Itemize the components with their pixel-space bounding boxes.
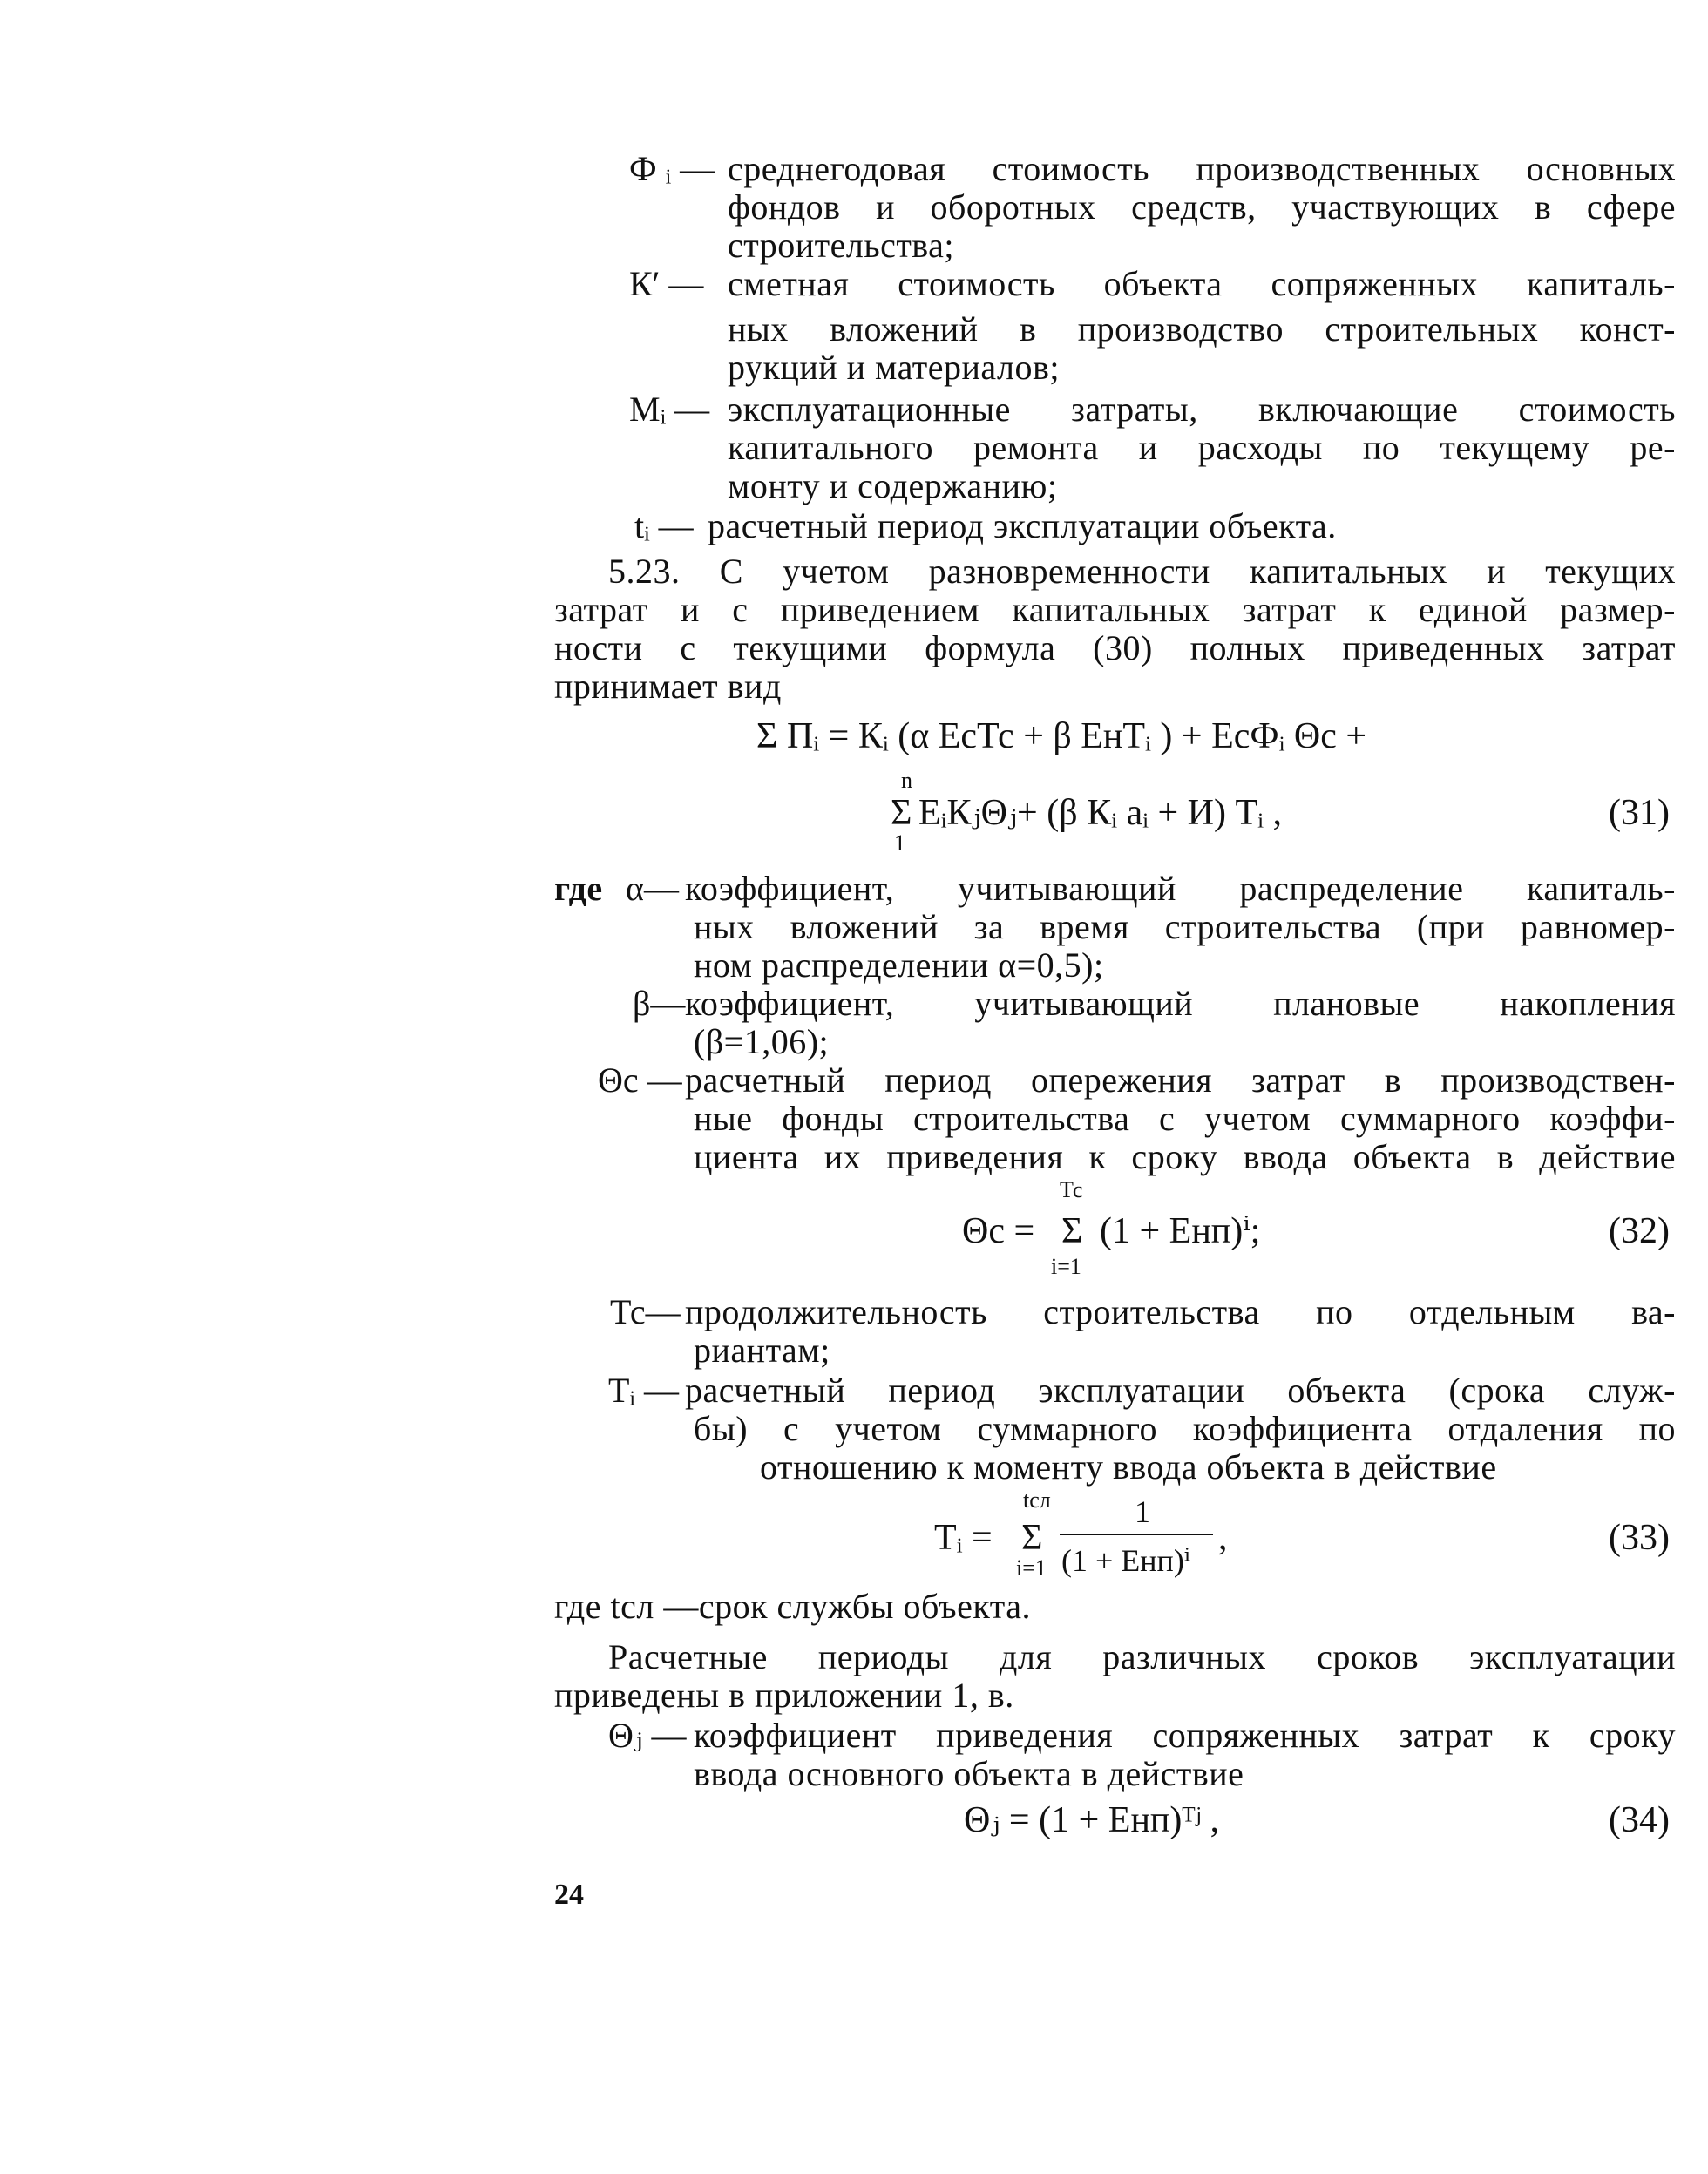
equation-32-rhs: (1 + Енп)ⁱ; xyxy=(1100,1211,1261,1251)
para-523-line-1: 5.23. С учетом разновременности капитальных и текущих xyxy=(608,552,1676,591)
t-symbol: tᵢ — xyxy=(634,506,694,545)
gde-label: где xyxy=(554,869,603,908)
theta-c-definition-line-3: циента их приведения к сроку ввода объекта в действие xyxy=(694,1137,1676,1176)
equation-31-line-2: ЕᵢКⱼΘⱼ+ (β Кᵢ aᵢ + И) Тᵢ , xyxy=(918,793,1283,833)
k-prime-definition-line-3: рукций и материалов; xyxy=(728,348,1060,387)
theta-c-definition-line-1: расчетный период опережения затрат в производствен- xyxy=(685,1060,1676,1100)
para-523-line-2: затрат и с приведением капитальных затрат к единой размер- xyxy=(554,590,1676,629)
equation-32-sum-lower: i=1 xyxy=(1051,1254,1081,1279)
equation-33-fraction-bar xyxy=(1060,1534,1213,1535)
equation-32-sum-upper: Тс xyxy=(1060,1177,1083,1202)
phi-definition-line-3: строительства; xyxy=(728,226,955,265)
alpha-definition-line-3: ном распределении α=0,5); xyxy=(694,945,1104,985)
equation-31-sum-sign: Σ xyxy=(891,793,912,833)
equation-33-sum-lower: i=1 xyxy=(1016,1555,1047,1581)
equation-32-number: (32) xyxy=(1609,1211,1670,1251)
equation-33-numerator: 1 xyxy=(1135,1494,1150,1529)
theta-c-symbol: Θс — xyxy=(598,1060,682,1100)
m-definition-line-3: монту и содержанию; xyxy=(728,466,1058,505)
k-prime-definition-line-2: ных вложений в производство строительных конст- xyxy=(728,309,1676,349)
page-number: 24 xyxy=(554,1879,584,1911)
equation-34-number: (34) xyxy=(1609,1800,1670,1840)
equation-33-denominator: (1 + Енп)ⁱ xyxy=(1061,1543,1191,1578)
beta-definition-line-1: коэффициент, учитывающий плановые накопления xyxy=(685,984,1676,1023)
alpha-symbol: α— xyxy=(626,869,679,908)
theta-j-symbol: Θⱼ — xyxy=(608,1716,687,1755)
service-life-definition: где tсл —срок службы объекта. xyxy=(554,1587,1031,1626)
m-symbol: Мᵢ — xyxy=(629,389,710,429)
equation-33-number: (33) xyxy=(1609,1518,1670,1558)
theta-c-definition-line-2: ные фонды строительства с учетом суммарного коэффи- xyxy=(694,1099,1676,1138)
beta-symbol: β— xyxy=(633,984,686,1023)
m-definition-line-1: эксплуатационные затраты, включающие стоимость xyxy=(728,389,1676,429)
equation-31-line-1: Σ Пᵢ = Кᵢ (α ЕсТс + β ЕнТᵢ ) + ЕсФᵢ Θс + xyxy=(756,716,1367,756)
equation-33-lhs: Тᵢ = xyxy=(934,1518,993,1558)
equation-33-sum-sign: Σ xyxy=(1021,1518,1043,1558)
tc-symbol: Тс— xyxy=(610,1292,681,1331)
para-523-line-3: ности с текущими формула (30) полных приведенных затрат xyxy=(554,628,1676,667)
phi-symbol: Ф ᵢ — xyxy=(629,149,715,188)
equation-31-sum-upper: n xyxy=(901,768,912,793)
alpha-definition-line-2: ных вложений за время строительства (при равномер- xyxy=(694,907,1676,946)
equation-31-sum-lower: 1 xyxy=(894,830,905,856)
ti-definition-line-2: бы) с учетом суммарного коэффициента отдаления по xyxy=(694,1409,1676,1448)
k-prime-symbol: К′ — xyxy=(629,264,704,303)
theta-j-definition-line-1: коэффициент приведения сопряженных затрат к сроку xyxy=(694,1716,1676,1755)
m-definition-line-2: капитального ремонта и расходы по текущему ре- xyxy=(728,428,1676,467)
ti-symbol: Тᵢ — xyxy=(608,1371,679,1410)
alpha-definition-line-1: коэффициент, учитывающий распределение капиталь- xyxy=(685,869,1676,908)
beta-definition-line-2: (β=1,06); xyxy=(694,1022,830,1061)
equation-33-comma: , xyxy=(1218,1518,1228,1558)
phi-definition-line-1: среднегодовая стоимость производственных основных xyxy=(728,149,1676,188)
ti-definition-line-3: отношению к моменту ввода объекта в действие xyxy=(760,1447,1497,1487)
ti-definition-line-1: расчетный период эксплуатации объекта (срока служ- xyxy=(685,1371,1676,1410)
equation-32-lhs: Θс = xyxy=(962,1211,1035,1251)
equation-33-sum-upper: tсл xyxy=(1023,1487,1051,1513)
periods-line-2: приведены в приложении 1, в. xyxy=(554,1676,1014,1715)
t-definition-line-1: расчетный период эксплуатации объекта. xyxy=(708,506,1337,545)
tc-definition-line-2: риантам; xyxy=(694,1331,830,1370)
equation-34-formula: Θⱼ = (1 + Енп)ᵀʲ , xyxy=(964,1800,1220,1840)
phi-definition-line-2: фондов и оборотных средств, участвующих в сфере xyxy=(728,187,1676,227)
tc-definition-line-1: продолжительность строительства по отдельным ва- xyxy=(685,1292,1676,1331)
equation-32-sum-sign: Σ xyxy=(1061,1211,1083,1251)
theta-j-definition-line-2: ввода основного объекта в действие xyxy=(694,1754,1244,1793)
para-523-line-4: принимает вид xyxy=(554,667,782,706)
periods-line-1: Расчетные периоды для различных сроков эксплуатации xyxy=(608,1637,1676,1676)
equation-31-number: (31) xyxy=(1609,793,1670,833)
k-prime-definition-line-1: сметная стоимость объекта сопряженных капиталь- xyxy=(728,264,1676,303)
